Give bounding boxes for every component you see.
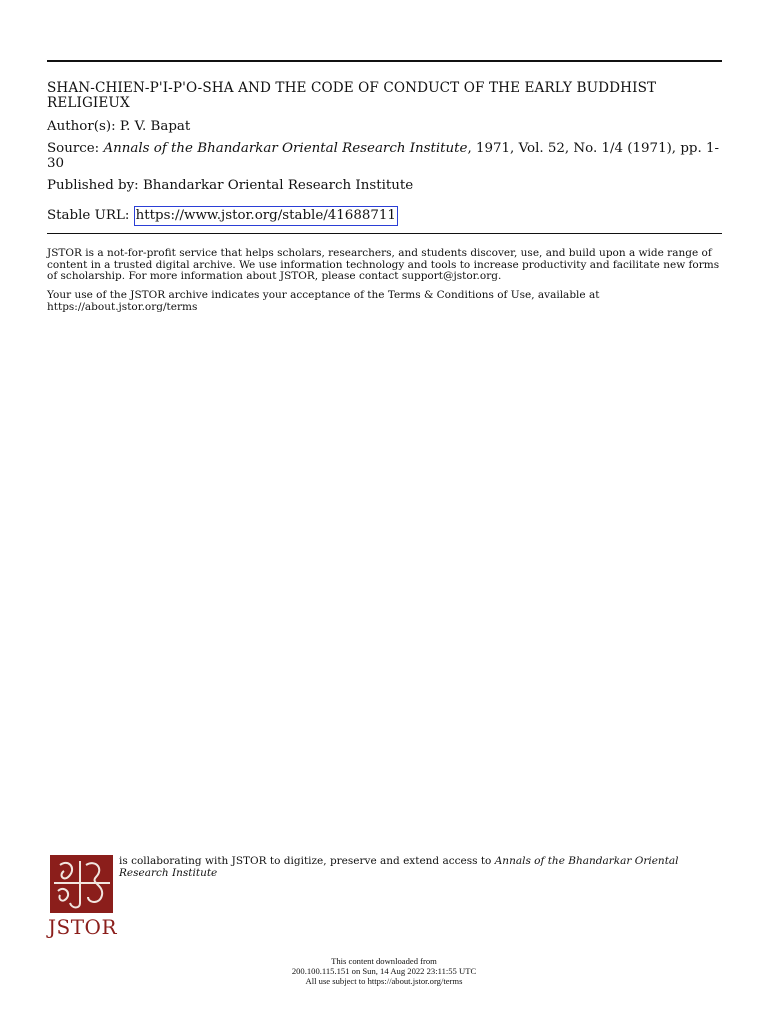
article-title: SHAN-CHIEN-P'I-P'O-SHA AND THE CODE OF CONDUCT OF THE EARLY BUDDHIST RELIGIEUX: [47, 80, 657, 111]
footer-line-2: 200.100.115.151 on Sun, 14 Aug 2022 23:11:55 UTC: [291, 965, 477, 976]
author-label: Author(s):: [47, 119, 116, 134]
footer-line-1: This content downloaded from: [331, 956, 437, 966]
stable-url-link[interactable]: https://www.jstor.org/stable/41688711: [134, 206, 398, 226]
published-line: [47, 178, 413, 193]
source-details: , 1971, Vol. 52, No. 1/4 (1971), pp. 1-30: [47, 141, 720, 171]
author-line: [47, 119, 190, 134]
source-line: [47, 141, 722, 171]
divider-rule: [47, 233, 722, 234]
stable-url-label: Stable URL:: [47, 208, 130, 223]
collaboration-journal: Annals of the Bhandarkar Oriental Research Institute: [119, 855, 679, 879]
footer-line-3: All use subject to https://about.jstor.org/terms: [305, 975, 463, 986]
collaboration-text: is collaborating with JSTOR to digitize, preserve and extend access to: [119, 855, 492, 867]
jstor-logo-icon: [50, 855, 113, 913]
published-label: Published by:: [47, 178, 139, 193]
source-journal: Annals of the Bhandarkar Oriental Research Institute: [103, 141, 468, 156]
top-rule: [47, 60, 722, 62]
collaboration-statement: [119, 856, 679, 880]
jstor-notice-paragraph: JSTOR is a not-for-profit service that helps scholars, researchers, and students discover, use, and build upon a wide range of content in a trusted digital archive. We use information technology and tools to increase productivity and facilitate new forms of scholarship. For more information about JSTOR, please contact support@jstor.org.: [47, 247, 720, 282]
jstor-emblem-icon: [50, 855, 113, 913]
jstor-logo-wordmark: JSTOR: [48, 915, 118, 939]
terms-notice-paragraph: Your use of the JSTOR archive indicates your acceptance of the Terms & Conditions of Use, available at https://about.jstor.org/terms: [47, 289, 600, 313]
download-footer: [0, 957, 768, 986]
source-label: Source:: [47, 141, 100, 156]
author-name: P. V. Bapat: [119, 119, 191, 134]
stable-url-line: [47, 206, 398, 226]
publisher-name: Bhandarkar Oriental Research Institute: [142, 178, 414, 193]
